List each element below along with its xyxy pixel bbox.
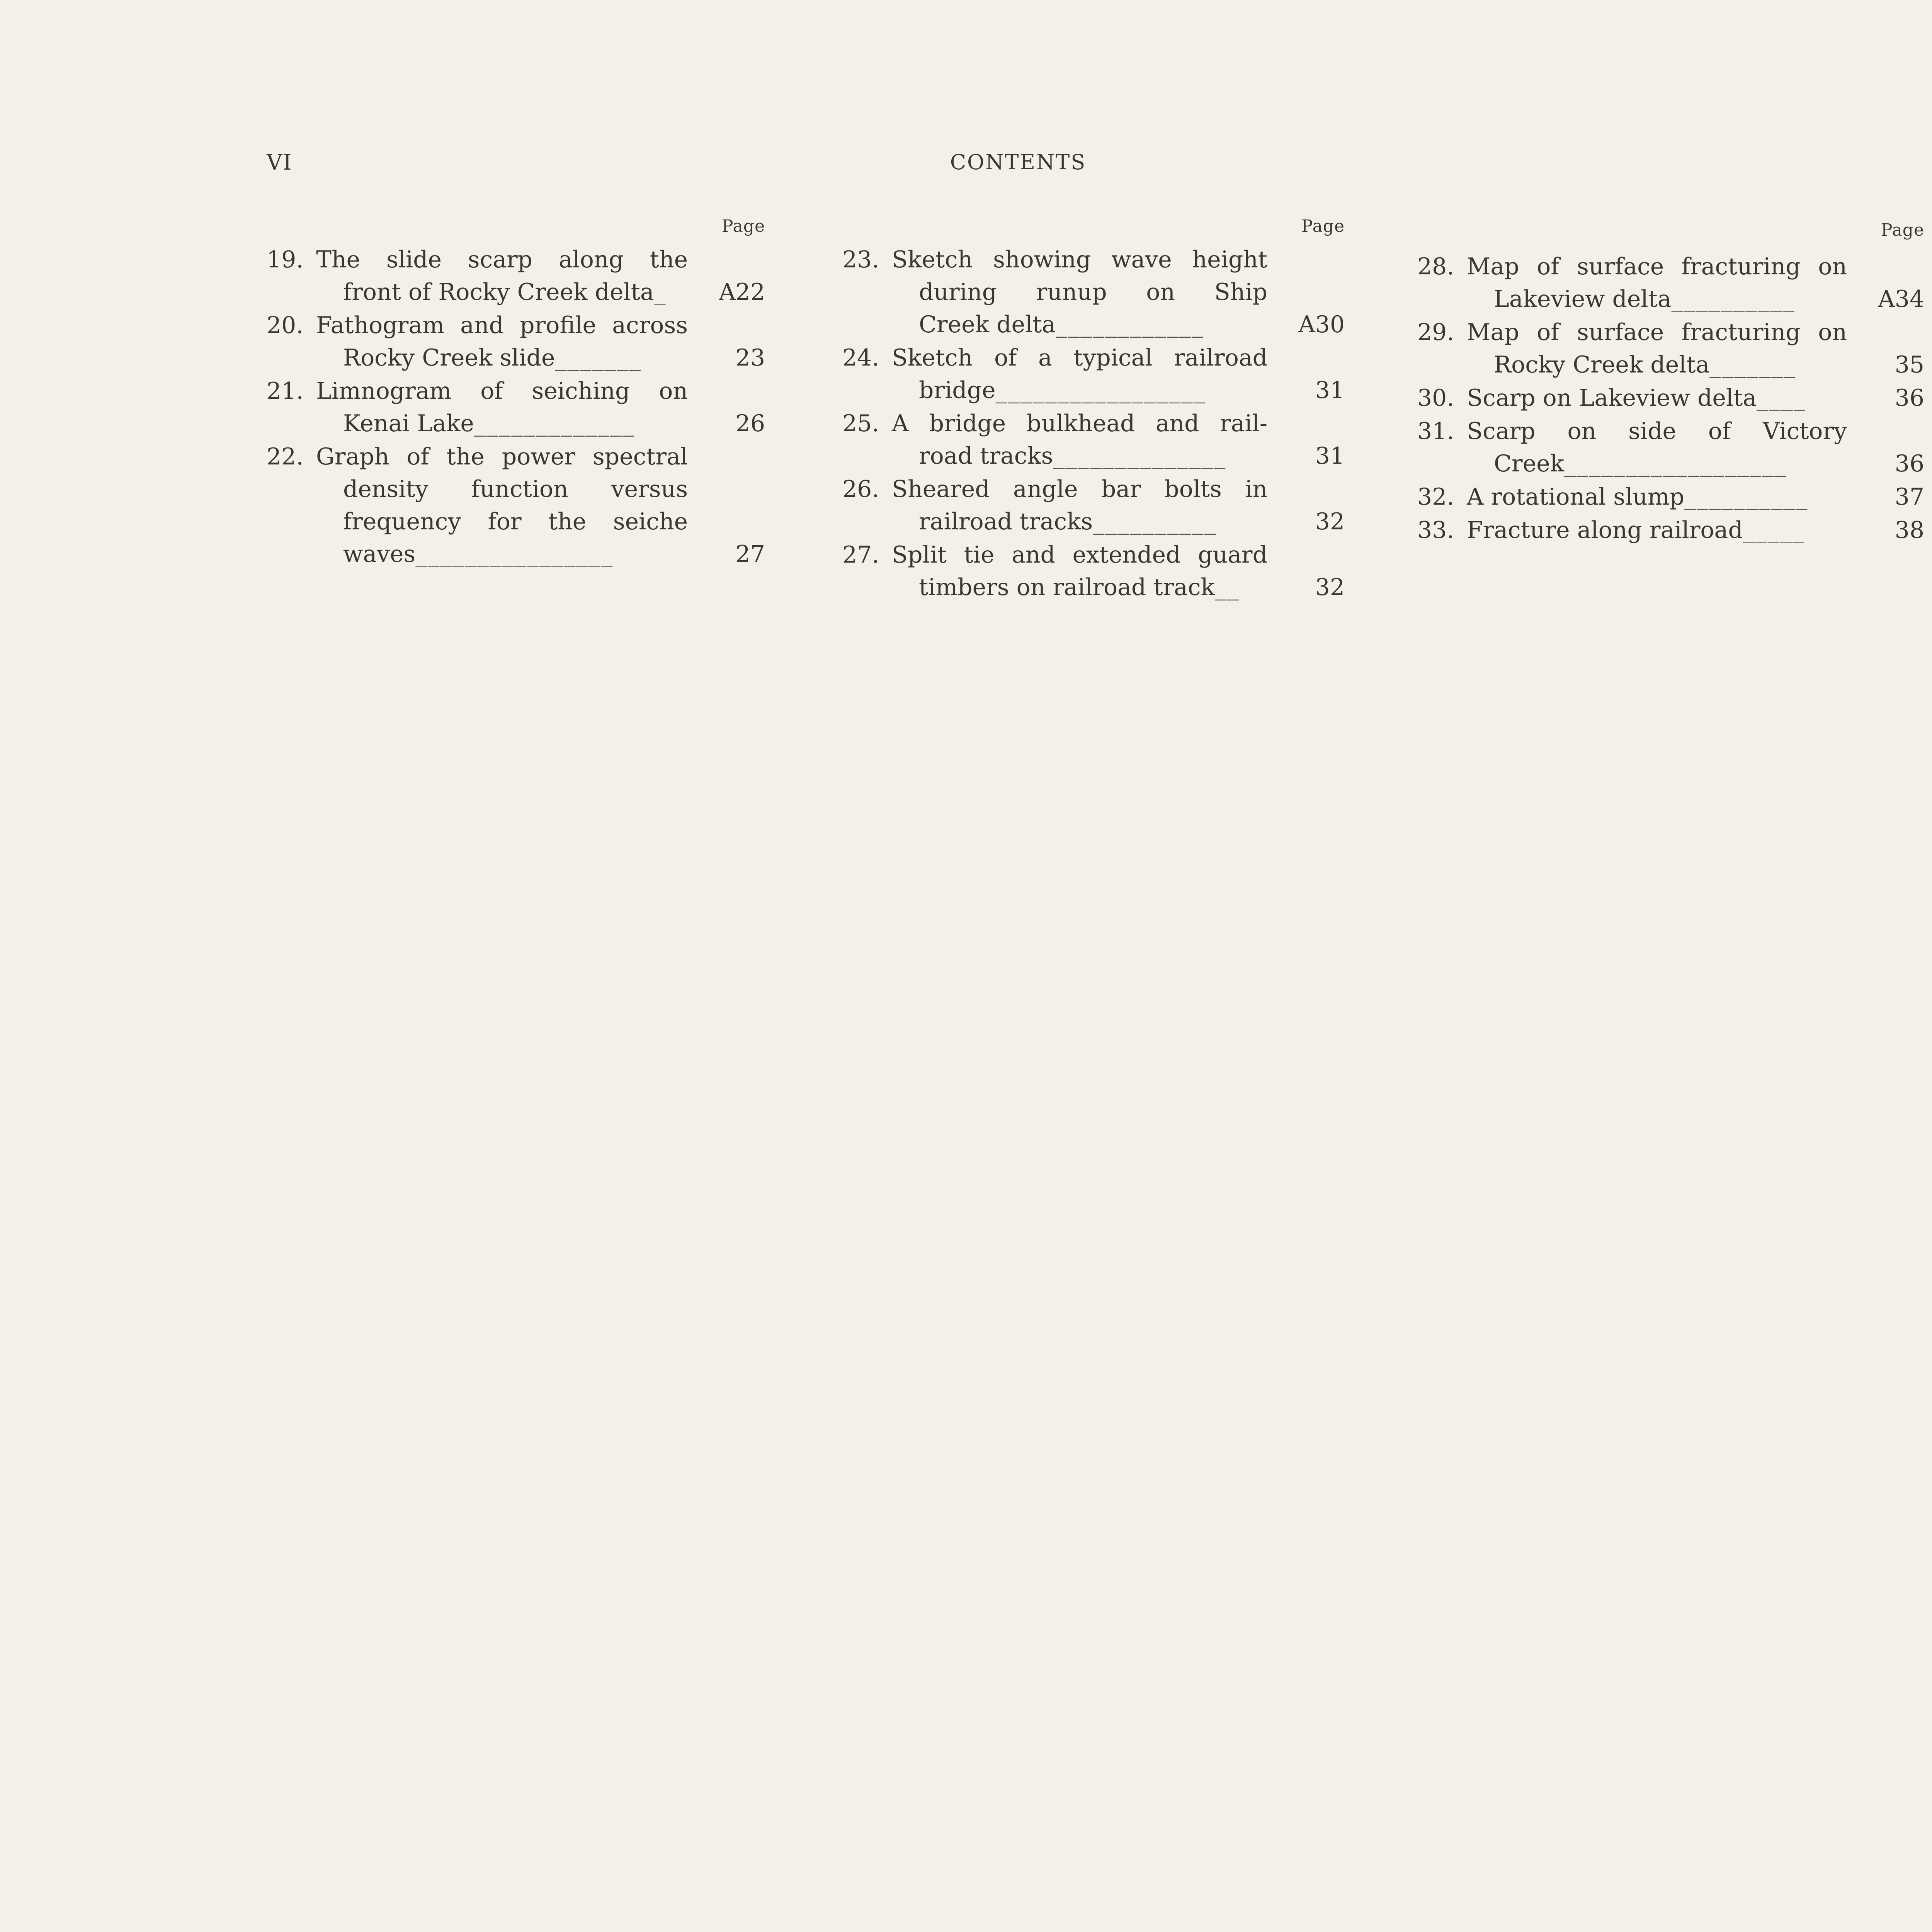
entry-title-line: frequency for the seiche [343, 508, 688, 535]
entry-title-line: railroad tracks__________ [919, 508, 1217, 535]
entry-title [892, 473, 1267, 538]
dot-leader: _________________ [995, 377, 1206, 404]
entry-number: 22. [267, 443, 304, 470]
page-number: VI [267, 150, 293, 175]
toc-entry [842, 342, 1345, 406]
entry-page-number: 35 [1895, 351, 1924, 378]
contents-column [267, 216, 765, 571]
entry-number: 26. [842, 476, 879, 503]
toc-entry [1417, 514, 1924, 546]
entry-number: 19. [267, 246, 304, 273]
dot-leader: _____ [1743, 517, 1805, 544]
entry-list [1417, 250, 1924, 546]
entry-number: 28. [1417, 253, 1454, 280]
dot-leader: __________________ [1564, 450, 1787, 477]
dot-leader: __________ [1093, 508, 1217, 535]
entry-page-number: 31 [1315, 377, 1345, 404]
entry-number: 30. [1417, 384, 1454, 412]
entry-title [316, 309, 688, 374]
page-column-label: Page [1301, 216, 1345, 236]
entry-number: 24. [842, 344, 879, 371]
dot-leader: __________ [1684, 483, 1808, 510]
toc-entry [842, 243, 1345, 341]
dot-leader: _____________ [474, 410, 635, 437]
entry-title [892, 407, 1267, 472]
entry-number: 31. [1417, 418, 1454, 445]
entry-title [1467, 316, 1847, 381]
entry-page-number: 37 [1895, 483, 1924, 510]
entry-title [892, 243, 1267, 341]
entry-title-line: bridge_________________ [919, 377, 1206, 404]
toc-entry [1417, 250, 1924, 315]
entry-title-line: Lakeview delta__________ [1494, 286, 1795, 313]
page-column-label: Page [1881, 220, 1924, 240]
running-head: CONTENTS [950, 150, 1087, 174]
entry-title [892, 342, 1267, 406]
toc-entry [842, 539, 1345, 604]
entry-title-line: Map of surface fracturing on [1467, 319, 1847, 346]
entry-title-line: Fracture along railroad_____ [1467, 517, 1805, 544]
entry-title-line: Rocky Creek delta_______ [1494, 351, 1796, 378]
entry-page-number: A22 [719, 279, 765, 306]
entry-title [1467, 481, 1847, 513]
entry-page-number: 26 [735, 410, 765, 437]
entry-title-line: Scarp on Lakeview delta____ [1467, 384, 1806, 412]
toc-entry [267, 243, 765, 308]
entry-number: 33. [1417, 517, 1454, 544]
dot-leader: _______ [555, 344, 642, 371]
toc-entry [267, 309, 765, 374]
entry-number: 23. [842, 246, 879, 273]
entry-title-line: during runup on Ship [919, 279, 1267, 306]
entry-list [267, 243, 765, 570]
entry-number: 27. [842, 541, 879, 568]
entry-list [842, 243, 1345, 604]
contents-column [1417, 216, 1924, 547]
toc-entry [842, 473, 1345, 538]
entry-title-line: Map of surface fracturing on [1467, 253, 1847, 280]
entry-title-line: Graph of the power spectral [316, 443, 688, 470]
entry-title-line: Creek__________________ [1494, 450, 1787, 477]
page-column-label: Page [721, 216, 765, 236]
entry-page-number: 31 [1315, 442, 1345, 469]
entry-number: 32. [1417, 483, 1454, 510]
entry-title-line: density function versus [343, 476, 688, 503]
page-header [0, 150, 1932, 185]
toc-entry [1417, 481, 1924, 513]
entry-page-number: 32 [1315, 574, 1345, 601]
entry-page-number: A30 [1298, 311, 1345, 338]
entry-title [1467, 514, 1847, 546]
toc-entry [267, 440, 765, 570]
entry-title-line: Split tie and extended guard [892, 541, 1267, 568]
toc-entry [1417, 415, 1924, 480]
entry-title-line: Scarp on side of Victory [1467, 418, 1847, 445]
entry-page-number: 36 [1895, 384, 1924, 412]
entry-title-line: The slide scarp along the [316, 246, 688, 273]
entry-title-line: timbers on railroad track__ [919, 574, 1240, 601]
dot-leader: __________ [1671, 286, 1795, 313]
dot-leader: __ [1214, 574, 1240, 601]
entry-title-line: Sheared angle bar bolts in [892, 476, 1267, 503]
entry-title-line: Fathogram and profile across [316, 312, 688, 339]
entry-title-line: A rotational slump__________ [1467, 483, 1808, 510]
entry-title-line: Sketch showing wave height [892, 246, 1267, 273]
entry-page-number: A34 [1878, 286, 1924, 313]
entry-page-number: 27 [735, 541, 765, 568]
entry-title [892, 539, 1267, 604]
toc-entry [1417, 316, 1924, 381]
entry-title [316, 375, 688, 440]
entry-title-line: Sketch of a typical railroad [892, 344, 1267, 371]
entry-title [1467, 250, 1847, 315]
entry-page-number: 23 [735, 344, 765, 371]
entry-title-line: Creek delta____________ [919, 311, 1204, 338]
entry-title-line: waves________________ [343, 541, 614, 568]
entry-number: 25. [842, 410, 879, 437]
entry-page-number: 38 [1895, 517, 1924, 544]
entry-title-line: Rocky Creek slide_______ [343, 344, 642, 371]
toc-entry [842, 407, 1345, 472]
entry-page-number: 32 [1315, 508, 1345, 535]
contents-column [842, 216, 1345, 604]
dot-leader: ________________ [415, 541, 614, 568]
entry-title-line: Kenai Lake_____________ [343, 410, 635, 437]
dot-leader: ____ [1756, 384, 1806, 412]
entry-title-line: Limnogram of seiching on [316, 378, 688, 405]
entry-number: 29. [1417, 319, 1454, 346]
toc-entry [267, 375, 765, 440]
dot-leader: _______ [1709, 351, 1796, 378]
entry-page-number: 36 [1895, 450, 1924, 477]
entry-title [1467, 382, 1847, 414]
toc-entry [1417, 382, 1924, 414]
entry-title [316, 440, 688, 570]
dot-leader: _ [654, 279, 667, 306]
entry-title [1467, 415, 1847, 480]
entry-title-line: road tracks______________ [919, 442, 1226, 469]
dot-leader: ____________ [1056, 311, 1204, 338]
entry-title-line: front of Rocky Creek delta_ [343, 279, 667, 306]
dot-leader: ______________ [1053, 442, 1226, 469]
entry-number: 20. [267, 312, 304, 339]
entry-number: 21. [267, 378, 304, 405]
entry-title-line: A bridge bulkhead and rail- [892, 410, 1267, 437]
entry-title [316, 243, 688, 308]
